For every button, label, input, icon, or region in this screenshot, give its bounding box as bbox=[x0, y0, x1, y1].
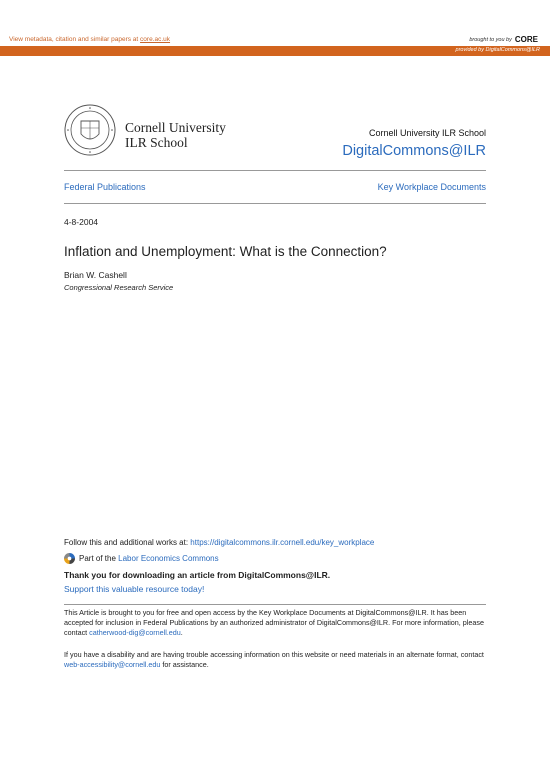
access-statement bbox=[64, 608, 494, 638]
core-metadata-notice bbox=[9, 36, 170, 43]
core-brought-by bbox=[469, 35, 538, 44]
collection-link[interactable]: https://digitalcommons.ilr.cornell.edu/key_workplace bbox=[190, 538, 375, 547]
school-title: Cornell University ILR School bbox=[368, 128, 486, 138]
core-provided-strip bbox=[0, 46, 550, 56]
access-statement-text: This Article is brought to you for free and open access by the Key Workplace Documents at DigitalCommons@ILR. It has been accepted for inclusion in Federal Publications by an authorized administrator of DigitalCommons@ILR. For more information, please contact bbox=[64, 608, 484, 637]
core-brought-text: brought to you by bbox=[469, 36, 512, 43]
part-of-line bbox=[64, 553, 219, 564]
article-title: Inflation and Unemployment: What is the Connection? bbox=[64, 244, 387, 259]
divider bbox=[64, 604, 486, 605]
repository-title[interactable]: DigitalCommons@ILR bbox=[342, 143, 486, 159]
thank-you-text: Thank you for downloading an article from DigitalCommons@ILR. bbox=[64, 570, 331, 580]
divider bbox=[64, 170, 486, 171]
core-link[interactable]: core.ac.uk bbox=[140, 36, 171, 43]
cornell-wordmark bbox=[125, 120, 226, 150]
core-logo[interactable]: CORE bbox=[514, 35, 538, 44]
follow-text: Follow this and additional works at: bbox=[64, 538, 191, 547]
follow-line bbox=[64, 538, 374, 547]
accessibility-statement bbox=[64, 650, 494, 670]
cornell-seal-icon bbox=[64, 104, 116, 156]
divider bbox=[64, 203, 486, 204]
labor-economics-commons-link[interactable]: Labor Economics Commons bbox=[118, 554, 219, 563]
ilr-school-name: ILR School bbox=[125, 135, 188, 150]
support-link[interactable]: Support this valuable resource today! bbox=[64, 584, 205, 594]
university-name: Cornell University bbox=[125, 120, 226, 135]
publication-date: 4-8-2004 bbox=[64, 217, 99, 227]
core-metadata-text: View metadata, citation and similar papers at bbox=[9, 36, 141, 43]
accessibility-statement-end: for assistance. bbox=[160, 660, 209, 669]
part-of-text: Part of the bbox=[79, 554, 119, 563]
catherwood-email-link[interactable]: catherwood-dig@cornell.edu bbox=[89, 628, 181, 637]
key-workplace-documents-link[interactable]: Key Workplace Documents bbox=[377, 182, 486, 192]
core-provided-text[interactable]: provided by DigitalCommons@ILR bbox=[455, 47, 540, 53]
author-organization: Congressional Research Service bbox=[64, 283, 174, 292]
accessibility-statement-text: If you have a disability and are having trouble accessing information on this website or need materials in an alternate format, contact bbox=[64, 650, 484, 659]
accessibility-email-link[interactable]: web-accessibility@cornell.edu bbox=[64, 660, 161, 669]
federal-publications-link[interactable]: Federal Publications bbox=[64, 182, 146, 192]
bepress-commons-icon bbox=[64, 553, 75, 564]
access-statement-end: . bbox=[180, 628, 183, 637]
article-author: Brian W. Cashell bbox=[64, 270, 127, 280]
